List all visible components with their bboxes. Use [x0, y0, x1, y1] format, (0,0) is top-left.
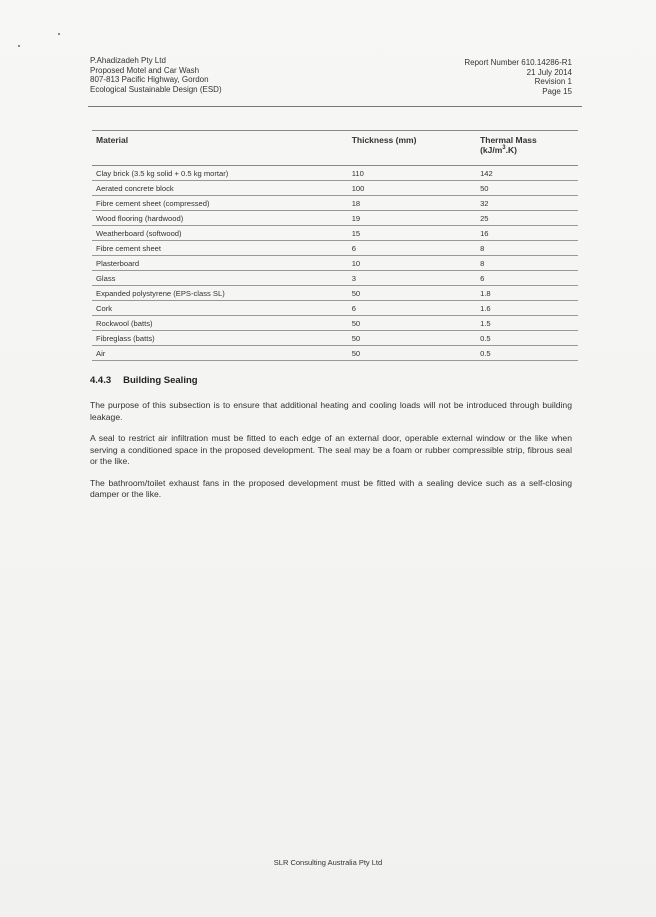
header-company: P.Ahadizadeh Pty Ltd: [90, 56, 166, 65]
cell-thermal-mass: 8: [476, 256, 578, 271]
section-number: 4.4.3: [90, 375, 112, 386]
cell-thickness: 10: [348, 256, 476, 271]
cell-material: Cork: [92, 301, 348, 316]
section-paragraph: The bathroom/toilet exhaust fans in the proposed development must be fitted with a sealing device such as a self-closing damper or the like.: [90, 477, 572, 499]
section-paragraph: The purpose of this subsection is to ensure that additional heating and cooling loads will not be introduced through building leakage.: [90, 400, 572, 422]
cell-thickness: 18: [348, 196, 476, 211]
cell-thickness: 110: [348, 166, 476, 181]
header-material: Material: [92, 131, 348, 166]
cell-thickness: 50: [348, 286, 476, 301]
cell-thermal-mass: 1.5: [476, 316, 578, 331]
table-row: [92, 286, 578, 301]
page-number: Page 15: [542, 86, 572, 96]
header-thermal-mass-unit-a: (kJ/m: [480, 145, 503, 155]
cell-thickness: 19: [348, 211, 476, 226]
table-row: [92, 241, 578, 256]
header-thermal-mass-line1: Thermal Mass: [480, 135, 537, 145]
cell-thickness: 50: [348, 316, 476, 331]
cell-material: Fibre cement sheet (compressed): [92, 196, 348, 211]
cell-thermal-mass: 16: [476, 226, 578, 241]
table-row: [92, 271, 578, 286]
header-thermal-mass-sup: 3: [502, 145, 506, 152]
thermal-mass-table: [92, 130, 578, 361]
cell-thickness: 6: [348, 301, 476, 316]
cell-thickness: 15: [348, 226, 476, 241]
cell-material: Aerated concrete block: [92, 181, 348, 196]
table-row: [92, 331, 578, 346]
cell-thickness: 3: [348, 271, 476, 286]
cell-thermal-mass: 50: [476, 181, 578, 196]
cell-material: Air: [92, 346, 348, 361]
cell-material: Weatherboard (softwood): [92, 226, 348, 241]
scan-speck: [18, 45, 20, 47]
cell-thickness: 50: [348, 346, 476, 361]
report-number: Report Number 610.14286-R1: [464, 58, 572, 67]
report-revision: Revision 1: [534, 77, 572, 86]
scan-speck: [58, 33, 60, 35]
cell-thermal-mass: 0.5: [476, 346, 578, 361]
cell-material: Rockwool (batts): [92, 316, 348, 331]
table-row: [92, 196, 578, 211]
header-thermal-mass-unit-b: .K): [505, 145, 517, 155]
cell-material: Fibre cement sheet: [92, 241, 348, 256]
header-address: 807-813 Pacific Highway, Gordon: [90, 75, 209, 84]
cell-thermal-mass: 32: [476, 196, 578, 211]
table-row: [92, 256, 578, 271]
header-right: [464, 58, 572, 96]
cell-thermal-mass: 1.8: [476, 286, 578, 301]
header-document-type: Ecological Sustainable Design (ESD): [90, 84, 222, 94]
cell-material: Expanded polystyrene (EPS-class SL): [92, 286, 348, 301]
cell-thermal-mass: 0.5: [476, 331, 578, 346]
section-building-sealing: [90, 375, 572, 511]
section-paragraph: A seal to restrict air infiltration must be fitted to each edge of an external door, operable external window or the like when serving a conditioned space in the proposed development. The seal may be a foam or rubber compressible strip, fibrous seal or the like.: [90, 433, 572, 466]
cell-thermal-mass: 6: [476, 271, 578, 286]
table-row: [92, 181, 578, 196]
table-row: [92, 346, 578, 361]
cell-material: Clay brick (3.5 kg solid + 0.5 kg mortar): [92, 166, 348, 181]
cell-material: Plasterboard: [92, 256, 348, 271]
cell-thickness: 50: [348, 331, 476, 346]
section-heading: [90, 375, 572, 386]
page-footer: SLR Consulting Australia Pty Ltd: [273, 858, 383, 867]
table-header-row: [92, 131, 578, 166]
header-divider: [88, 106, 582, 107]
cell-thermal-mass: 142: [476, 166, 578, 181]
header-left: [90, 56, 222, 94]
cell-material: Fibreglass (batts): [92, 331, 348, 346]
cell-thickness: 6: [348, 241, 476, 256]
table-row: [92, 316, 578, 331]
table-row: [92, 301, 578, 316]
cell-material: Glass: [92, 271, 348, 286]
cell-thermal-mass: 1.6: [476, 301, 578, 316]
section-title: Building Sealing: [123, 375, 198, 386]
cell-thermal-mass: 25: [476, 211, 578, 226]
cell-thickness: 100: [348, 181, 476, 196]
table-row: [92, 226, 578, 241]
cell-thermal-mass: 8: [476, 241, 578, 256]
table-row: [92, 166, 578, 181]
header-project: Proposed Motel and Car Wash: [90, 65, 200, 75]
table-row: [92, 211, 578, 226]
cell-material: Wood flooring (hardwood): [92, 211, 348, 226]
header-thermal-mass: [476, 131, 578, 166]
report-date: 21 July 2014: [526, 67, 572, 77]
header-thickness: Thickness (mm): [348, 131, 476, 166]
